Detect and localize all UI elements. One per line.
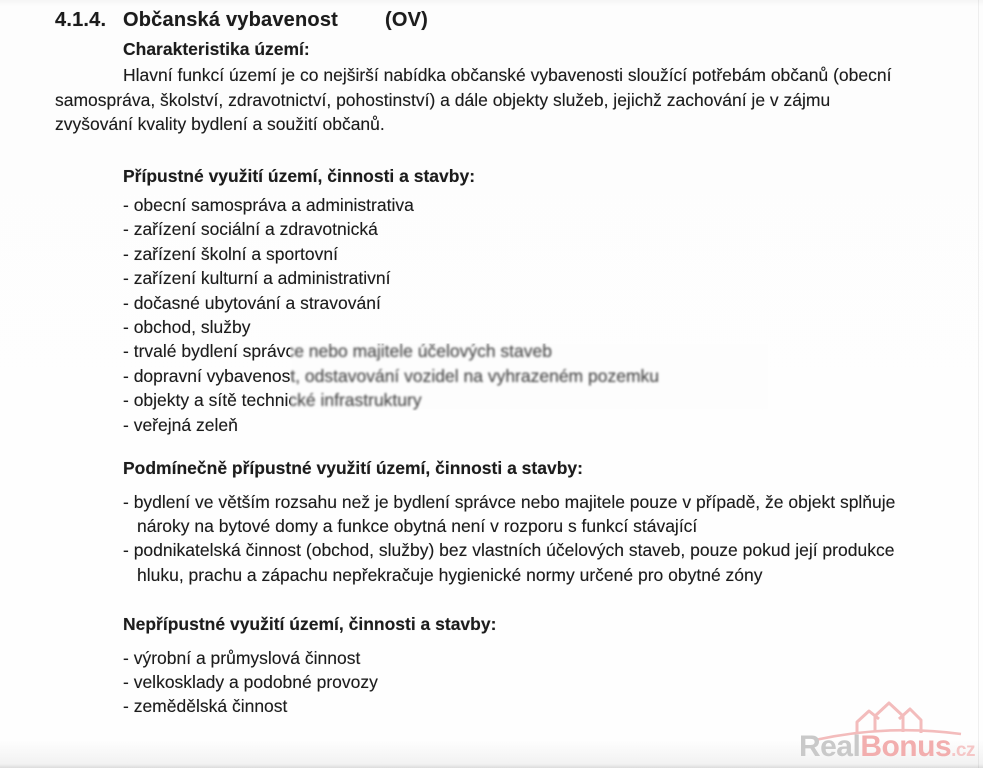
list-item <box>123 670 923 694</box>
list-item <box>123 217 923 241</box>
wordmark-tld: .cz <box>951 740 975 761</box>
realbonus-watermark <box>787 698 977 768</box>
bullet-dash: - <box>123 671 129 692</box>
list-item-text: zařízení kulturní a administrativní <box>133 268 391 289</box>
list-item <box>123 364 923 388</box>
list-item <box>123 315 923 339</box>
characteristics-subtitle: Charakteristika území: <box>123 39 310 59</box>
list-item-text: podnikatelská činnost (obchod, služby) bez vlastních účelových staveb, pouze pokud její produkce hluku, prachu a zápachu nepřekračuje hygienické normy určené pro obytné zóny <box>133 540 895 585</box>
list-item <box>123 490 923 539</box>
list-item <box>123 413 923 437</box>
bullet-dash: - <box>123 268 129 289</box>
list-item-text: dočasné ubytování a stravování <box>133 292 381 313</box>
heading-impermissible-use: Nepřípustné využití území, činnosti a stavby: <box>123 614 497 635</box>
intro-paragraph: Hlavní funkcí území je co nejširší nabídka občanské vybavenosti sloužící potřebám občanů (obecní samospráva, školství, zdravotnictví, pohostinství) a dále objekty služeb, jejichž zachování je v zájmu zvyšování kvality bydlení a soužití občanů. <box>55 65 892 135</box>
list-item-text: trvalé bydlení správce nebo majitele účelových staveb <box>133 341 552 362</box>
list-item-text: zemědělská činnost <box>133 696 288 717</box>
bullet-dash: - <box>123 390 129 411</box>
list-item-text: zařízení sociální a zdravotnická <box>133 219 378 240</box>
section-title-row <box>55 8 931 33</box>
heading-conditionally-permitted-use: Podmínečně přípustné využití území, činnosti a stavby: <box>123 458 583 479</box>
list-item <box>123 388 923 412</box>
heading-permitted-use: Přípustné využití území, činnosti a stavby: <box>123 165 476 186</box>
section-code: (OV) <box>385 9 429 31</box>
list-item <box>123 266 923 290</box>
bullet-dash: - <box>123 696 129 717</box>
wordmark-bonus: Bonus <box>860 730 952 763</box>
list-item-text: dopravní vybavenost, odstavování vozidel na vyhrazeném pozemku <box>133 365 660 386</box>
list-item <box>123 242 923 266</box>
bullet-dash: - <box>123 341 129 362</box>
bullet-dash: - <box>123 292 129 313</box>
bullet-dash: - <box>123 647 129 668</box>
list-item-text: bydlení ve větším rozsahu než je bydlení správce nebo majitele pouze v případě, že objekt splňuje nároky na bytové domy a funkce obytná není v rozporu s funkcí stávající <box>133 491 896 536</box>
conditionally-permitted-use-list <box>123 490 923 588</box>
realbonus-wordmark <box>799 732 975 766</box>
bullet-dash: - <box>123 317 129 338</box>
scan-edge-line <box>978 0 979 768</box>
list-item-text: velkosklady a podobné provozy <box>133 671 378 692</box>
list-item <box>123 538 923 587</box>
bullet-dash: - <box>123 219 129 240</box>
section-number: 4.1.4. <box>55 9 107 31</box>
permitted-use-list <box>123 193 923 437</box>
bullet-dash: - <box>123 540 129 561</box>
bullet-dash: - <box>123 243 129 264</box>
section-title: Občanská vybavenost <box>123 9 339 31</box>
list-item <box>123 193 923 217</box>
bullet-dash: - <box>123 414 129 435</box>
list-item-text: obchod, služby <box>133 317 251 338</box>
list-item <box>123 339 923 363</box>
bullet-dash: - <box>123 365 129 386</box>
list-item <box>123 646 923 670</box>
list-item-text: obecní samospráva a administrativa <box>133 195 414 216</box>
bullet-dash: - <box>123 195 129 216</box>
wordmark-real: Real <box>798 730 861 763</box>
list-item-text: zařízení školní a sportovní <box>133 243 338 264</box>
document-body <box>55 8 931 719</box>
list-item-text: výrobní a průmyslová činnost <box>133 647 361 668</box>
bullet-dash: - <box>123 491 129 512</box>
list-item <box>123 291 923 315</box>
list-item-text: veřejná zeleň <box>133 414 238 435</box>
list-item-text: objekty a sítě technické infrastruktury <box>133 390 422 411</box>
